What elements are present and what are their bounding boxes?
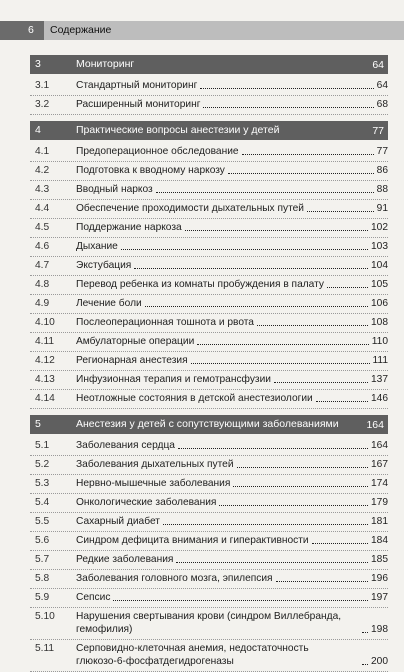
dot-leader	[242, 154, 374, 155]
toc-entry	[30, 276, 388, 295]
entry-number: 5.2	[35, 459, 50, 470]
entry-title: Стандартный мониторинг	[76, 80, 198, 91]
entry-title: Послеоперационная тошнота и рвота	[76, 317, 254, 328]
entry-title: Редкие заболевания	[76, 554, 174, 565]
entry-number: 4.7	[35, 260, 50, 271]
entry-title: Неотложные состояния в детской анестезиологии	[76, 393, 313, 404]
entry-title: Заболевания дыхательных путей	[76, 459, 234, 470]
toc-entry	[30, 162, 388, 181]
entry-number: 3.1	[35, 80, 50, 91]
entry-body	[76, 553, 388, 566]
running-title: Содержание	[44, 21, 404, 40]
entry-title: Вводный наркоз	[76, 184, 153, 195]
entry-number: 4.6	[35, 241, 50, 252]
entry-page: 103	[371, 241, 388, 252]
entry-page: 110	[371, 336, 388, 347]
dot-leader	[134, 268, 368, 269]
entry-page: 198	[371, 624, 388, 635]
entry-body	[76, 515, 388, 528]
dot-leader	[237, 467, 368, 468]
dot-leader	[191, 363, 370, 364]
dot-leader	[200, 88, 373, 89]
entry-body	[76, 79, 388, 92]
dot-leader	[185, 230, 368, 231]
toc-entry	[30, 77, 388, 96]
dot-leader	[257, 325, 368, 326]
toc-entry	[30, 295, 388, 314]
dot-leader	[145, 306, 368, 307]
dot-leader	[178, 448, 368, 449]
entry-page: 179	[371, 497, 388, 508]
entry-page: 102	[371, 222, 388, 233]
entry-number: 4.5	[35, 222, 50, 233]
entry-body	[76, 591, 388, 604]
entry-number: 5.5	[35, 516, 50, 527]
dot-leader	[113, 600, 368, 601]
entry-body	[76, 572, 388, 585]
section-number: 4	[35, 124, 41, 136]
entry-number: 4.2	[35, 165, 50, 176]
entry-number: 4.1	[35, 146, 50, 157]
entry-title: Нарушения свертывания крови (синдром Виллебранда, гемофилия)	[76, 611, 342, 635]
section-heading	[30, 415, 388, 434]
section-page: 164	[366, 419, 384, 431]
toc-entry	[30, 456, 388, 475]
entry-number: 4.13	[35, 374, 55, 385]
entry-number: 4.3	[35, 184, 50, 195]
toc-entry	[30, 640, 388, 672]
entry-number: 3.2	[35, 99, 50, 110]
dot-leader	[362, 664, 368, 665]
entry-number: 4.9	[35, 298, 50, 309]
toc-entry	[30, 437, 388, 456]
entry-title: Синдром дефицита внимания и гиперактивности	[76, 535, 309, 546]
entry-page: 185	[371, 554, 388, 565]
entry-number: 5.3	[35, 478, 50, 489]
entry-number: 4.12	[35, 355, 55, 366]
toc-entry	[30, 551, 388, 570]
entry-title: Дыхание	[76, 241, 118, 252]
toc-entry	[30, 333, 388, 352]
entry-title: Заболевания головного мозга, эпилепсия	[76, 573, 273, 584]
entry-page: 111	[372, 355, 388, 366]
toc-entry	[30, 181, 388, 200]
toc-entry	[30, 143, 388, 162]
entry-page: 106	[371, 298, 388, 309]
entry-page: 174	[371, 478, 388, 489]
entry-body	[76, 145, 388, 158]
entry-title: Предоперационное обследование	[76, 146, 239, 157]
entry-page: 197	[371, 592, 388, 603]
entry-page: 68	[376, 99, 388, 110]
entry-page: 91	[376, 203, 388, 214]
entry-title: Обеспечение проходимости дыхательных путей	[76, 203, 304, 214]
entry-body	[76, 610, 388, 636]
entry-body	[76, 335, 388, 348]
dot-leader	[219, 505, 368, 506]
entry-page: 184	[371, 535, 388, 546]
entry-body	[76, 392, 388, 405]
entry-page: 105	[371, 279, 388, 290]
entry-number: 5.7	[35, 554, 50, 565]
dot-leader	[316, 401, 368, 402]
entry-body	[76, 373, 388, 386]
entry-title: Заболевания сердца	[76, 440, 175, 451]
entry-body	[76, 202, 388, 215]
entry-number: 5.6	[35, 535, 50, 546]
toc-entry	[30, 257, 388, 276]
toc-entry	[30, 200, 388, 219]
page-header	[0, 0, 404, 40]
entry-body	[76, 642, 388, 668]
entry-title: Лечение боли	[76, 298, 142, 309]
entry-body	[76, 439, 388, 452]
section-page: 77	[372, 125, 384, 137]
toc-entry	[30, 589, 388, 608]
entry-page: 181	[371, 516, 388, 527]
dot-leader	[121, 249, 368, 250]
dot-leader	[307, 211, 374, 212]
entry-number: 4.4	[35, 203, 50, 214]
toc-entry	[30, 513, 388, 532]
entry-number: 4.14	[35, 393, 55, 404]
entry-body	[76, 477, 388, 490]
section-number: 3	[35, 58, 41, 70]
entry-title: Инфузионная терапия и гемотрансфузии	[76, 374, 271, 385]
entry-page: 77	[376, 146, 388, 157]
entry-body	[76, 496, 388, 509]
dot-leader	[163, 524, 368, 525]
entry-page: 167	[371, 459, 388, 470]
toc-entry	[30, 96, 388, 115]
entry-number: 4.10	[35, 317, 55, 328]
entry-body	[76, 354, 388, 367]
section-title: Практические вопросы анестезии у детей	[76, 124, 280, 136]
toc-entry	[30, 608, 388, 640]
dot-leader	[233, 486, 368, 487]
dot-leader	[156, 192, 374, 193]
section-number: 5	[35, 418, 41, 430]
entry-number: 4.11	[35, 336, 55, 347]
page-number: 6	[0, 21, 44, 40]
dot-leader	[362, 632, 368, 633]
dot-leader	[228, 173, 374, 174]
section-page: 64	[372, 59, 384, 71]
entry-body	[76, 221, 388, 234]
entry-title: Сахарный диабет	[76, 516, 160, 527]
entry-number: 5.4	[35, 497, 50, 508]
entry-page: 146	[371, 393, 388, 404]
section-heading	[30, 121, 388, 140]
entry-page: 137	[371, 374, 388, 385]
entry-title: Серповидно-клеточная анемия, недостаточность глюкозо-6-фосфатдегидрогеназы	[76, 643, 309, 667]
toc-entry	[30, 238, 388, 257]
entry-title: Онкологические заболевания	[76, 497, 217, 508]
entry-number: 4.8	[35, 279, 50, 290]
dot-leader	[312, 543, 368, 544]
entry-title: Амбулаторные операции	[76, 336, 195, 347]
dot-leader	[203, 107, 373, 108]
toc-entry	[30, 219, 388, 238]
entry-title: Расширенный мониторинг	[76, 99, 201, 110]
entry-body	[76, 183, 388, 196]
entry-body	[76, 98, 388, 111]
entry-number: 5.9	[35, 592, 50, 603]
entry-page: 108	[371, 317, 388, 328]
dot-leader	[274, 382, 368, 383]
toc-entry	[30, 494, 388, 513]
entry-title: Перевод ребенка из комнаты пробуждения в палату	[76, 279, 325, 290]
entry-page: 86	[376, 165, 388, 176]
entry-title: Нервно-мышечные заболевания	[76, 478, 231, 489]
section-title: Мониторинг	[76, 58, 135, 70]
dot-leader	[176, 562, 368, 563]
entry-number: 5.11	[35, 643, 55, 654]
entry-body	[76, 458, 388, 471]
toc-entry	[30, 532, 388, 551]
entry-body	[76, 534, 388, 547]
entry-page: 64	[376, 80, 388, 91]
entry-page: 164	[371, 440, 388, 451]
section-heading	[30, 55, 388, 74]
entry-title: Поддержание наркоза	[76, 222, 182, 233]
toc-entry	[30, 371, 388, 390]
entry-body	[76, 164, 388, 177]
section-title: Анестезия у детей с сопутствующими заболеваниями	[76, 418, 339, 430]
dot-leader	[276, 581, 368, 582]
entry-body	[76, 259, 388, 272]
entry-title: Регионарная анестезия	[76, 355, 188, 366]
toc-entry	[30, 570, 388, 589]
entry-body	[76, 316, 388, 329]
entry-body	[76, 297, 388, 310]
entry-page: 200	[371, 656, 388, 667]
entry-page: 88	[376, 184, 388, 195]
entry-page: 196	[371, 573, 388, 584]
toc-entry	[30, 352, 388, 371]
entry-body	[76, 278, 388, 291]
entry-number: 5.1	[35, 440, 50, 451]
toc-entry	[30, 390, 388, 409]
entry-number: 5.8	[35, 573, 50, 584]
entry-page: 104	[371, 260, 388, 271]
entry-body	[76, 240, 388, 253]
entry-title: Экстубация	[76, 260, 132, 271]
entry-title: Подготовка к вводному наркозу	[76, 165, 225, 176]
dot-leader	[327, 287, 368, 288]
entry-title: Сепсис	[76, 592, 111, 603]
table-of-contents	[30, 49, 388, 672]
toc-entry	[30, 475, 388, 494]
toc-entry	[30, 314, 388, 333]
dot-leader	[197, 344, 368, 345]
entry-number: 5.10	[35, 611, 55, 622]
